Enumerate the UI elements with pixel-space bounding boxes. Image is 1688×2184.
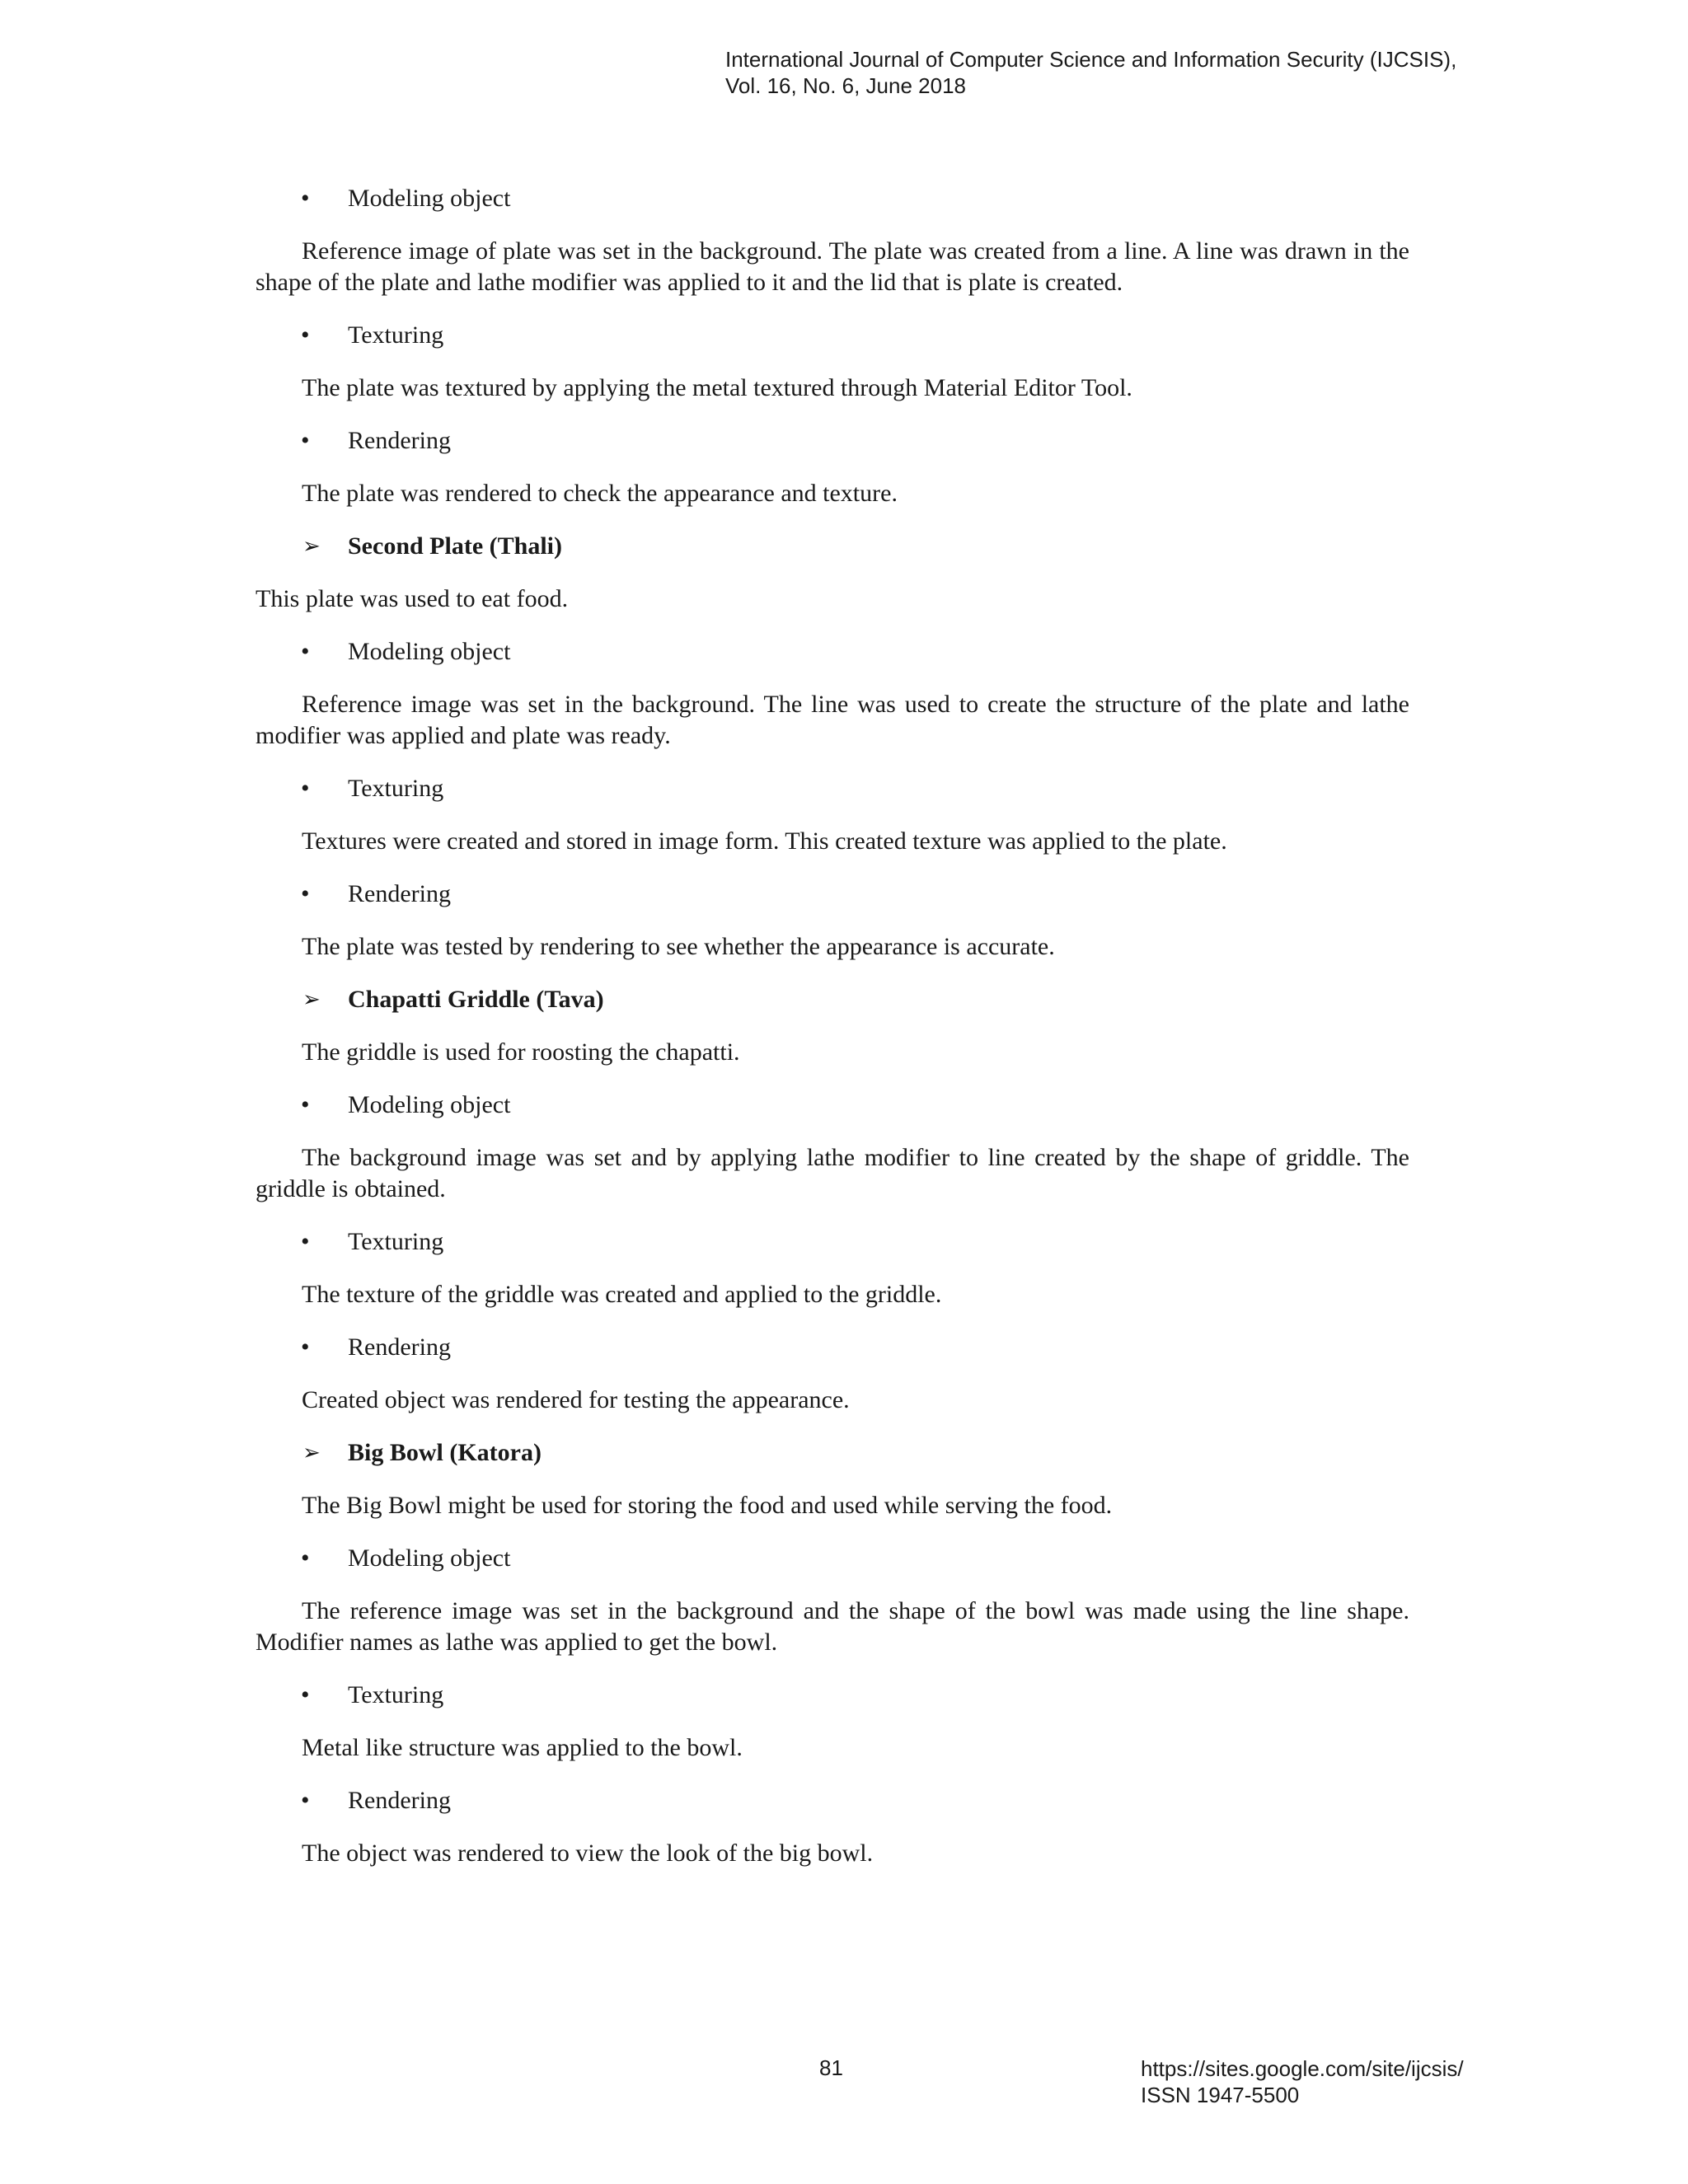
footer-info xyxy=(1141,2055,1464,2108)
journal-url: https://sites.google.com/site/ijcsis/ xyxy=(1141,2056,1464,2081)
bullet-item: • Texturing xyxy=(256,773,1409,804)
paragraph: The reference image was set in the background and the shape of the bowl was made using the line shape. Modifier names as lathe was applied to get the bowl. xyxy=(256,1597,1409,1656)
bullet-item: • Texturing xyxy=(256,320,1409,351)
paragraph: The Big Bowl might be used for storing the food and used while serving the food. xyxy=(302,1492,1113,1519)
bullet-item: • Modeling object xyxy=(256,183,1409,214)
bullet-marker: • xyxy=(301,1091,310,1118)
bullet-marker: • xyxy=(301,880,310,907)
bullet-marker: • xyxy=(301,1228,310,1255)
arrow-bullet-icon: ➢ xyxy=(302,534,321,559)
bullet-item: • Texturing xyxy=(256,1226,1409,1258)
journal-volume: Vol. 16, No. 6, June 2018 xyxy=(725,73,966,98)
paragraph: Textures were created and stored in image form. This created texture was applied to the plate. xyxy=(302,827,1227,855)
paragraph: The plate was textured by applying the metal textured through Material Editor Tool. xyxy=(302,374,1132,401)
bullet-marker: • xyxy=(301,1787,310,1814)
bullet-item: • Rendering xyxy=(256,1332,1409,1363)
bullet-item: • Modeling object xyxy=(256,1543,1409,1574)
paragraph: Reference image of plate was set in the background. The plate was created from a line. A line was drawn in the shape of the plate and lathe modifier was applied to it and the lid that is plate is created. xyxy=(256,237,1409,296)
bullet-marker: • xyxy=(301,1681,310,1708)
paragraph: The plate was tested by rendering to see whether the appearance is accurate. xyxy=(302,933,1055,960)
bullet-item: • Rendering xyxy=(256,425,1409,457)
bullet-marker: • xyxy=(301,321,310,349)
paragraph: This plate was used to eat food. xyxy=(256,585,569,612)
paragraph: The plate was rendered to check the appearance and texture. xyxy=(302,480,898,507)
bullet-item: • Texturing xyxy=(256,1680,1409,1711)
bullet-item: • Modeling object xyxy=(256,1090,1409,1121)
paragraph: Metal like structure was applied to the bowl. xyxy=(302,1734,743,1761)
paragraph: Created object was rendered for testing the appearance. xyxy=(302,1386,850,1413)
paragraph: The object was rendered to view the look of the big bowl. xyxy=(302,1840,874,1867)
section-heading: ➢ Second Plate (Thali) xyxy=(256,531,1409,562)
section-heading: ➢ Chapatti Griddle (Tava) xyxy=(256,984,1409,1015)
page-body xyxy=(256,183,1409,1869)
paragraph: Reference image was set in the background. The line was used to create the structure of the plate and lathe modifier was applied and plate was ready. xyxy=(256,691,1409,749)
bullet-marker: • xyxy=(301,1333,310,1361)
bullet-item: • Rendering xyxy=(256,879,1409,910)
paragraph: The griddle is used for roosting the chapatti. xyxy=(302,1038,740,1066)
bullet-marker: • xyxy=(301,185,310,212)
bullet-marker: • xyxy=(301,638,310,665)
paragraph: The background image was set and by applying lathe modifier to line created by the shape of griddle. The griddle is obtained. xyxy=(256,1144,1409,1202)
arrow-bullet-icon: ➢ xyxy=(302,1441,321,1465)
section-heading: ➢ Big Bowl (Katora) xyxy=(256,1437,1409,1469)
bullet-item: • Modeling object xyxy=(256,636,1409,668)
bullet-item: • Rendering xyxy=(256,1785,1409,1816)
page-number: 81 xyxy=(819,2055,843,2080)
issn: ISSN 1947-5500 xyxy=(1141,2083,1300,2107)
journal-header xyxy=(725,46,1456,99)
bullet-marker: • xyxy=(301,1544,310,1572)
bullet-marker: • xyxy=(301,775,310,802)
paragraph: The texture of the griddle was created and applied to the griddle. xyxy=(302,1281,942,1308)
bullet-marker: • xyxy=(301,427,310,454)
arrow-bullet-icon: ➢ xyxy=(302,987,321,1012)
journal-title: International Journal of Computer Science and Information Security (IJCSIS), xyxy=(725,47,1457,72)
